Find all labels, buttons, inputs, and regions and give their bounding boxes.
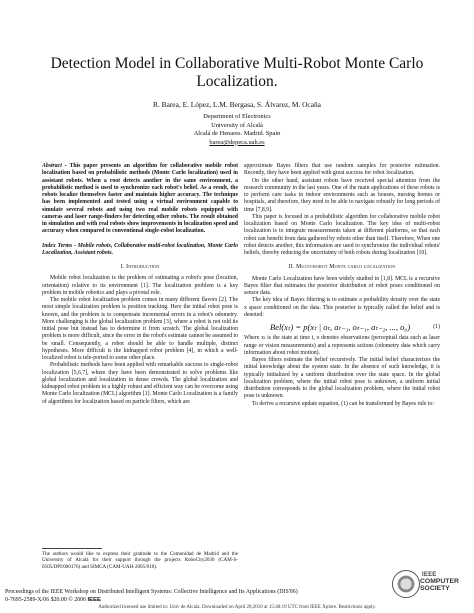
left-column <box>42 163 238 406</box>
author-email-link[interactable]: barea@depeca.uah.es <box>209 138 265 146</box>
abstract-lead: Abstract - <box>42 163 67 169</box>
equation-number: (1) <box>433 324 440 330</box>
affiliation-block <box>120 113 354 147</box>
right-column <box>244 163 440 408</box>
right-paragraph-2: On the other hand, assistant robots have received special attention from the research community in the last years. One of the main applications of these robots is to perform care tasks in indoor environments such as houses, nursing homes or hospitals, and therefore, they need to be able to navigate robustly for long periods of time [7,8,9]. <box>244 177 440 213</box>
logo-society-text <box>420 578 459 592</box>
abstract-text: This paper presents an algorithm for collaborative mobile robot localization based on probabilistic methods (Monte Carlo localization) used in assistant robots. When a root detects another in the same environment, a probabilistic method is used to synchronize each robot's belief. As a result, the robots localize themselves faster and maintain higher accuracy. The technique has been implemented and tested using a virtual environment capable to simulate several robots and using two real mobile robots equipped with cameras and laser range-finders for detecting other robots. The result obtained in simulation and with real robots show improvements in localization speed and accuracy when compared to conventional single-robot localization. <box>42 163 238 235</box>
intro-paragraph-2: The mobile robot localization problem comes in many different flavors [2]. The most simple localization problem is position tracking. Here the initial robot pose is known, and the problem is to compensate incremental errors in a robot's odometry. More challenging is the global localization problem [3], where a robot is not told its initial pose but instead has to determine it from scratch. The global localization problem is more difficult, since the error in the robot's estimate cannot be assumed to be small. Consequently, a robot should be able to handle multiple, distinct hypotheses. More difficult is the kidnapped robot problem [4], in which a well-localized robot is tele-ported to some other place. <box>42 297 238 361</box>
affiliation-department: Department of Electronics <box>203 113 271 120</box>
abstract <box>42 163 238 236</box>
section-heading-mcl: II. Multi-robot Monte carlo localization <box>288 264 396 271</box>
seal-icon <box>392 570 420 598</box>
mcl-paragraph-1: Monte Carlo Localization have been widely studied in [1,8]. MCL is a recursive Bayes filter that estimates the posterior distribution of robot poses conditioned on sensor data. <box>244 275 440 296</box>
mcl-paragraph-3: Where xₜ is the state at time t, o denotes observations (perceptual data such as laser range or vision measurements) and a represents actions (odometry data which carry information about robot motion). <box>244 335 440 356</box>
paper-title: Detection Model in Collaborative Multi-Robot Monte Carlo Localization. <box>50 55 424 90</box>
right-paragraph-1: approximate Bayes filters that use random samples for posterior estimation. Recently, they have been applied with great success for robot localization. <box>244 163 440 177</box>
affiliation-university: University of Alcalá <box>211 121 263 129</box>
section-heading-introduction: I. Introduction <box>120 264 160 270</box>
logo-line-1: COMPUTER <box>420 578 459 585</box>
right-paragraph-3: This paper is focused in a probabilistic algorithm for collaborative mobile robot localization based on Monte Carlo localization. The key idea of multi-robot localization is to integrate measurements taken at different platforms, so that each robot can benefit from data gathered by robots other than itself. Therefore, When one robot detects another, this information are used to synchronize the individual robots' beliefs, thereby reducing the uncertainty of both robots during localization [10]. <box>244 213 441 256</box>
footnote: The authors would like to express their gratitude to the Comunidad de Madrid and the University of Alcalá for their support through the projects RoboCity2030 (CAM-S-0505/DPI/000176) and SIMCA (CAM-UAH-2005/018). <box>42 551 238 570</box>
ieee-wordmark: IEEE <box>87 597 101 603</box>
equation-1 <box>244 324 440 331</box>
logo-ieee-text: IEEE <box>422 572 437 578</box>
proceedings-line: Proceedings of the IEEE Workshop on Distributed Intelligent Systems: Collective Intelligence and Its Applications (DIS'06) <box>5 589 298 595</box>
footnote-rule <box>42 548 102 549</box>
intro-paragraph-3: Probabilistic methods have been applied with remarkable success to single-robot localization [5,6,7], where they have been demonstrated to solve problems like global localization and localization in dense crowds. The global localization and kidnapped robot problem in a highly robust and efficient way can be overcome using Monte Carlo localization (MCL) algorithm [1]. Monte Carlo Localization is a family of algorithms for localization based on particle filters, which are <box>42 362 238 405</box>
affiliation-location: Alcalá de Henares. Madrid. Spain <box>193 130 281 138</box>
isbn-text: 0-7695-2589-X/06 $20.00 © 2006 <box>5 597 87 603</box>
computer-society-logo <box>392 566 472 606</box>
intro-paragraph-1: Mobile robot localization is the problem of estimating a robot's pose (location, orientation) relative to its environment [1]. The localization problem is a key problem in mobile robotics and plays a pivotal role. <box>42 275 238 296</box>
author-list: R. Barea, E. López, L.M. Bergasa, S. Álvarez, M. Ocaña <box>153 100 321 109</box>
logo-line-2: SOCIETY <box>420 585 450 592</box>
isbn-line <box>5 597 101 603</box>
equation-expression: Bel(xₜ) = p(xₜ | oₜ, aₜ₋₁, oₜ₋₁, aₜ₋₂, ..., o₀) <box>270 322 411 332</box>
mcl-paragraph-5: To derive a recursive update equation, (1) can be transformed by Bayes rule to: <box>252 400 434 407</box>
mcl-paragraph-2: The key idea of Bayes filtering is to estimate a probability density over the state x space conditioned on the data. This posterior is typically called the belief and is denoted: <box>244 297 440 318</box>
authorized-use-notice: Authorized licensed use limited to: Univ de Alcala. Downloaded on April 20,2010 at 15:40:19 UTC from IEEE Xplore. Restrictions apply. <box>98 605 376 610</box>
index-terms: Index Terms - Mobile robots, Collaborative multi-robot localization, Monte Carlo Localization, Assistant robots. <box>42 242 238 256</box>
mcl-paragraph-4: Bayes filters estimate the belief recursively. The initial belief characterizes the initial knowledge about the system state. In the absence of such knowledge, it is typically initialized by a uniform distribution over the state space. In the global localization problem, where the initial robot pose is unknown, a uniform initial distribution corresponds to the global localization problem, where the initial robot pose is unknown. <box>244 357 440 400</box>
